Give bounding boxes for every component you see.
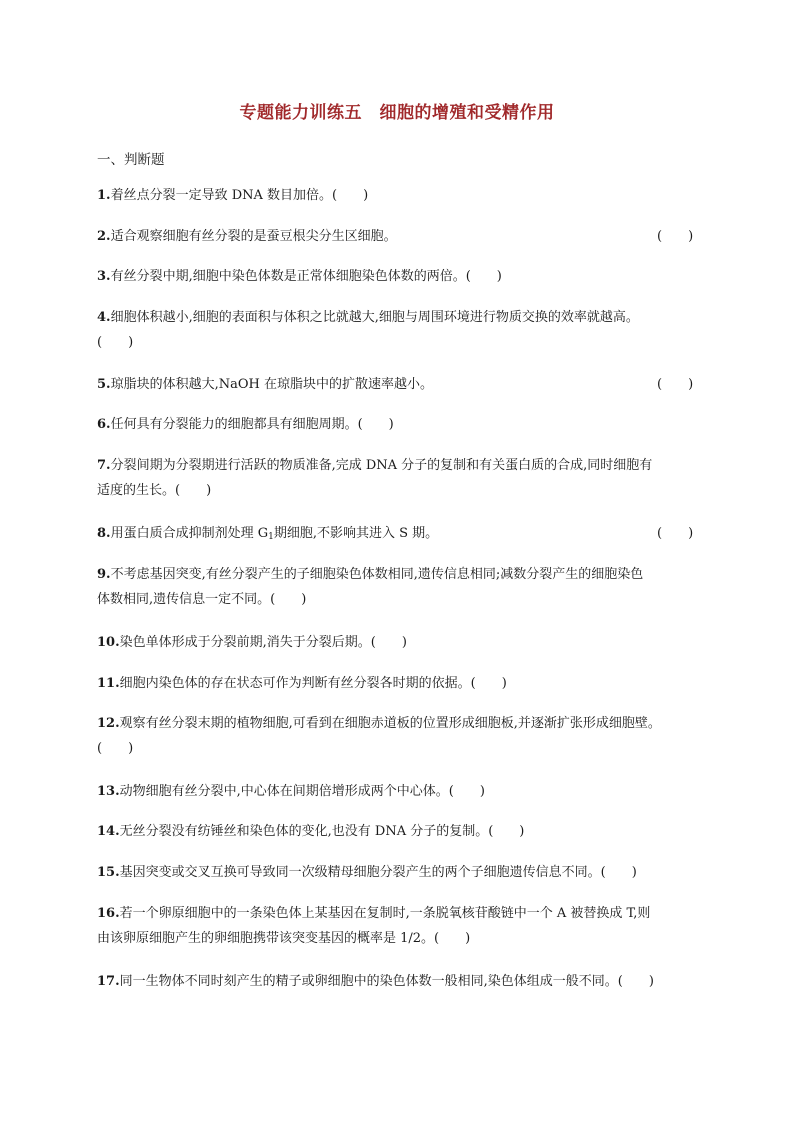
question-17 xyxy=(97,969,707,994)
question-11 xyxy=(97,671,707,696)
question-number: 17. xyxy=(97,974,120,989)
question-text: 着丝点分裂一定导致 DNA 数目加倍。( ) xyxy=(110,188,369,203)
question-text-line2: ( ) xyxy=(97,741,134,756)
question-number: 9. xyxy=(97,567,111,582)
question-text: 任何具有分裂能力的细胞都具有细胞周期。( ) xyxy=(110,417,394,432)
question-9 xyxy=(97,562,707,612)
page-title: 专题能力训练五 细胞的增殖和受精作用 xyxy=(239,103,555,123)
question-8 xyxy=(97,521,707,550)
question-6 xyxy=(97,412,707,437)
question-text: 动物细胞有丝分裂中,中心体在间期倍增形成两个中心体。( ) xyxy=(119,784,485,799)
question-number: 14. xyxy=(97,824,120,839)
question-text: 有丝分裂中期,细胞中染色体数是正常体细胞染色体数的两倍。( ) xyxy=(110,269,502,284)
question-number: 8. xyxy=(97,526,111,541)
answer-bracket: ( ) xyxy=(657,377,694,392)
question-text: 细胞体积越小,细胞的表面积与体积之比就越大,细胞与周围环境进行物质交换的效率就越高。 xyxy=(110,310,639,325)
question-10 xyxy=(97,630,707,655)
question-number: 7. xyxy=(97,458,111,473)
question-16 xyxy=(97,901,707,951)
question-text: 同一生物体不同时刻产生的精子或卵细胞中的染色体数一般相同,染色体组成一般不同。( ) xyxy=(119,974,654,989)
question-text-line2: 适度的生长。( ) xyxy=(97,483,212,498)
question-3 xyxy=(97,264,707,289)
question-text-line2: 体数相同,遗传信息一定不同。( ) xyxy=(97,592,307,607)
question-5 xyxy=(97,372,707,397)
question-number: 15. xyxy=(97,865,120,880)
question-number: 10. xyxy=(97,635,120,650)
question-text: 用蛋白质合成抑制剂处理 G xyxy=(110,526,269,541)
question-text: 染色单体形成于分裂前期,消失于分裂后期。( ) xyxy=(119,635,407,650)
question-2 xyxy=(97,224,707,249)
question-text: 细胞内染色体的存在状态可作为判断有丝分裂各时期的依据。( ) xyxy=(119,676,507,691)
question-text: 分裂间期为分裂期进行活跃的物质准备,完成 DNA 分子的复制和有关蛋白质的合成,同时细胞有 xyxy=(110,458,653,473)
question-number: 5. xyxy=(97,377,111,392)
question-number: 11. xyxy=(97,676,120,691)
question-15 xyxy=(97,860,707,885)
question-number: 3. xyxy=(97,269,111,284)
question-text-cont: 期细胞,不影响其进入 S 期。 xyxy=(273,526,439,541)
question-number: 2. xyxy=(97,229,111,244)
question-text-line2: ( ) xyxy=(97,335,134,350)
question-text: 适合观察细胞有丝分裂的是蚕豆根尖分生区细胞。 xyxy=(110,229,397,244)
section-heading: 一、判断题 xyxy=(97,152,165,168)
question-number: 13. xyxy=(97,784,120,799)
question-text: 观察有丝分裂末期的植物细胞,可看到在细胞赤道板的位置形成细胞板,并逐渐扩张形成细胞壁。 xyxy=(119,716,661,731)
answer-bracket: ( ) xyxy=(657,526,694,541)
question-text-line2: 由该卵原细胞产生的卵细胞携带该突变基因的概率是 1/2。( ) xyxy=(97,931,471,946)
subscript: 1 xyxy=(268,532,274,542)
question-number: 6. xyxy=(97,417,111,432)
question-number: 16. xyxy=(97,906,120,921)
question-1 xyxy=(97,183,707,208)
question-number: 4. xyxy=(97,310,111,325)
answer-bracket: ( ) xyxy=(657,229,694,244)
question-text: 不考虑基因突变,有丝分裂产生的子细胞染色体数相同,遗传信息相同;减数分裂产生的细胞染色 xyxy=(110,567,644,582)
question-text: 无丝分裂没有纺锤丝和染色体的变化,也没有 DNA 分子的复制。( ) xyxy=(119,824,525,839)
question-text: 基因突变或交叉互换可导致同一次级精母细胞分裂产生的两个子细胞遗传信息不同。( ) xyxy=(119,865,637,880)
question-number: 1. xyxy=(97,188,111,203)
question-4 xyxy=(97,305,707,355)
question-number: 12. xyxy=(97,716,120,731)
question-text: 琼脂块的体积越大,NaOH 在琼脂块中的扩散速率越小。 xyxy=(110,377,433,392)
question-14 xyxy=(97,819,707,844)
question-text: 若一个卵原细胞中的一条染色体上某基因在复制时,一条脱氧核苷酸链中一个 A 被替换成 T,则 xyxy=(119,906,651,921)
question-7 xyxy=(97,453,707,503)
question-13 xyxy=(97,779,707,804)
question-12 xyxy=(97,711,707,761)
